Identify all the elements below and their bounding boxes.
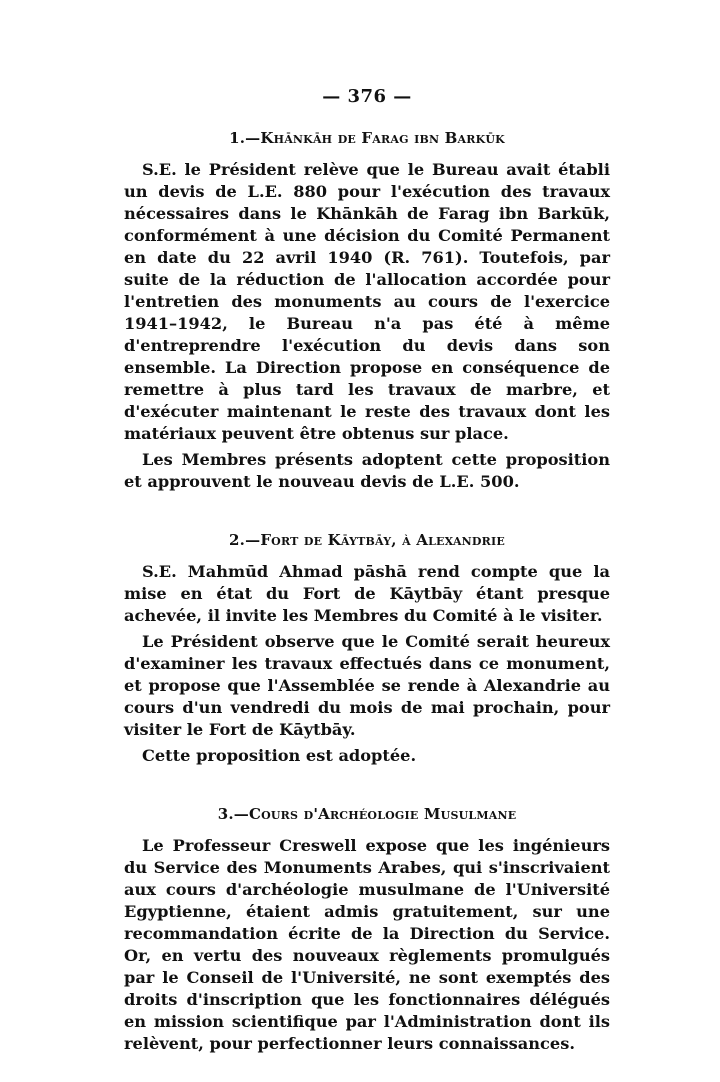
paragraph: Cette proposition est adoptée. bbox=[142, 746, 417, 765]
section-3 bbox=[124, 805, 610, 1055]
paragraph: S.E. Mahmūd Ahmad pāshā rend compte que la mise en état du Fort de Kāytbāy étant presque achevée, il invite les Membres du Comité à le visiter. bbox=[124, 562, 610, 625]
section-1 bbox=[124, 129, 610, 493]
section-title: Khānkāh de Farag ibn Barkūk bbox=[260, 129, 505, 147]
section-heading bbox=[124, 129, 610, 147]
paragraph: Le Professeur Creswell expose que les ingénieurs du Service des Monuments Arabes, qui s'inscrivaient aux cours d'archéologie musulmane de l'Université Egyptienne, étaient admis gratuitement, sur une recommandation écrite de la Direction du Service. Or, en vertu des nouveaux règlements promulgués par le Conseil de l'Université, ne sont exemptés des droits d'inscription que les fonctionnaires délégués en mission scientifique par l'Administration dont ils relèvent, pour perfectionner leurs connaissances. bbox=[124, 836, 610, 1053]
section-heading bbox=[124, 531, 610, 549]
section-heading bbox=[124, 805, 610, 823]
document-page bbox=[124, 86, 610, 1065]
section-spacer bbox=[124, 777, 610, 805]
section-spacer bbox=[124, 503, 610, 531]
section-number: 1.— bbox=[229, 129, 261, 147]
page-number: — 376 — bbox=[322, 86, 412, 107]
paragraph: S.E. le Président relève que le Bureau avait établi un devis de L.E. 880 pour l'exécution des travaux nécessaires dans le Khānkāh de Farag ibn Barkūk, conformément à une décision du Comité Permanent en date du 22 avril 1940 (R. 761). Toutefois, par suite de la réduction de l'allocation accordée pour l'entretien des monuments au cours de l'exercice 1941–1942, le Bureau n'a pas été à même d'entreprendre l'exécution du devis dans son ensemble. La Direction propose en conséquence de remettre à plus tard les travaux de marbre, et d'exécuter maintenant le reste des travaux dont les matériaux peuvent être obtenus sur place. bbox=[124, 160, 610, 443]
section-title: Cours d'Archéologie Musulmane bbox=[248, 805, 517, 823]
section-2 bbox=[124, 531, 610, 767]
section-number: 3.— bbox=[217, 805, 249, 823]
paragraph: Le Président observe que le Comité serait heureux d'examiner les travaux effectués dans ce monument, et propose que l'Assemblée se rende à Alexandrie au cours d'un vendredi du mois de mai prochain, pour visiter le Fort de Kāytbāy. bbox=[124, 632, 610, 739]
section-number: 2.— bbox=[229, 531, 261, 549]
paragraph: Les Membres présents adoptent cette proposition et approuvent le nouveau devis de L.E. 500. bbox=[124, 450, 610, 491]
section-title: Fort de Kāytbāy, à Alexandrie bbox=[260, 531, 505, 549]
